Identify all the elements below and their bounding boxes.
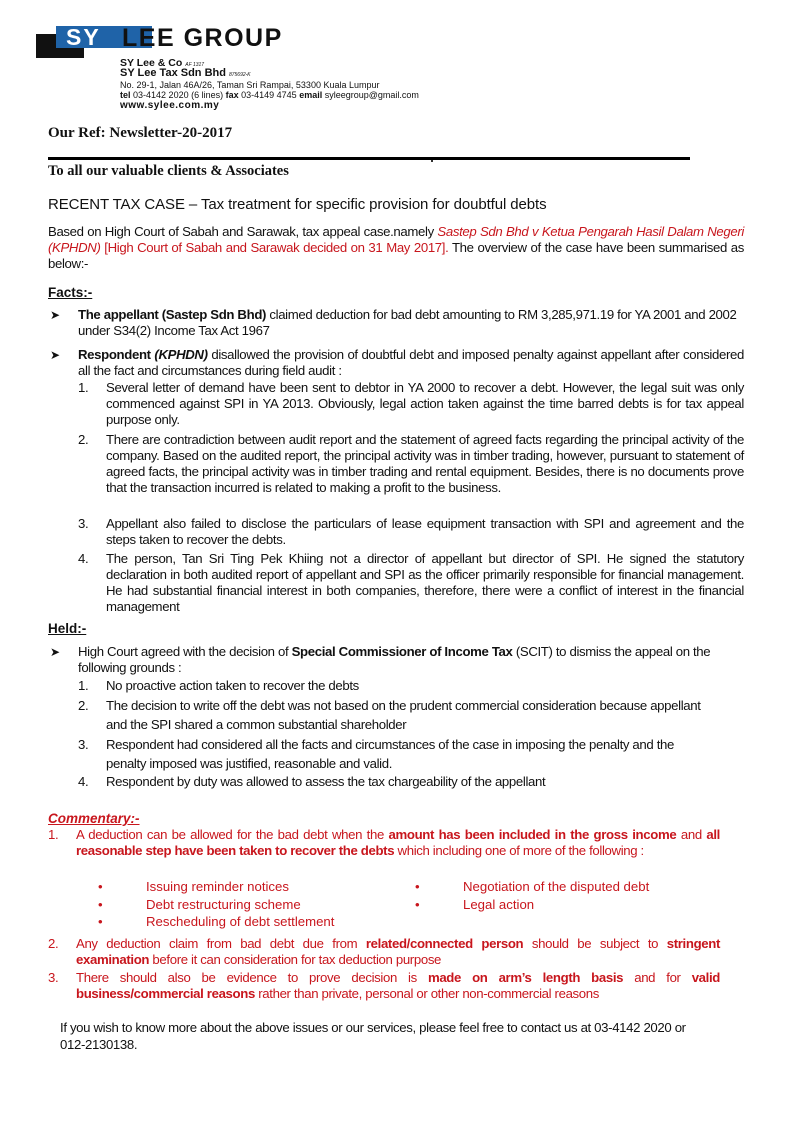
email-value[interactable]: syleegroup@gmail.com xyxy=(324,90,419,100)
bullet-dot-icon: • xyxy=(415,879,420,894)
plain-text: should be subject to xyxy=(523,936,667,951)
item-number: 1. xyxy=(78,380,89,395)
address: No. 29-1, Jalan 46A/26, Taman Sri Rampai, 53300 Kuala Lumpur xyxy=(120,80,380,90)
bold-text: stringent examination xyxy=(76,936,721,967)
bullet-dot-icon: • xyxy=(98,879,103,894)
bold-text: valid business/commercial reasons xyxy=(76,970,720,1001)
facts-bullet-2-text xyxy=(78,347,744,379)
company-logo xyxy=(36,26,116,56)
item-number: 4. xyxy=(78,551,89,566)
item-text: Respondent by duty was allowed to assess the tax chargeability of the appellant xyxy=(106,774,546,789)
commentary-item-1 xyxy=(48,827,720,859)
firm-2-label: SY Lee Tax Sdn Bhd xyxy=(120,67,226,79)
facts-item-1 xyxy=(78,380,744,428)
item-number: 3. xyxy=(78,737,89,752)
held-item-2 xyxy=(78,696,708,734)
plain-text: There should also be evidence to prove decision is xyxy=(76,970,428,985)
item-text: There are contradiction between audit report and the statement of agreed facts regarding the principal activity of the company. Based on the audited report, the principal activity was in timber trading, however, pursuant to statement of agreed facts, the principal activity was in timber trading and rental equipment. Besides, there is no documents prove that the transaction incurred is related to making a profit to the business. xyxy=(106,432,744,495)
held-item-1 xyxy=(78,678,718,694)
plain-text: disallowed the provision of doubtful debt and imposed penalty against appellant after considered all the fact and circumstances during field audit : xyxy=(78,347,744,378)
step-text: Rescheduling of debt settlement xyxy=(146,914,335,929)
item-number: 1. xyxy=(78,678,89,693)
bold-text: Respondent xyxy=(78,347,155,362)
commentary-item-2 xyxy=(48,936,720,968)
stray-dot xyxy=(431,160,433,162)
bullet-dot-icon: • xyxy=(98,914,103,929)
held-item-3 xyxy=(78,735,708,773)
bold-text: Special Commissioner of Income Tax xyxy=(291,644,513,659)
item-number: 2. xyxy=(78,698,89,713)
item-text: Respondent had considered all the facts and circumstances of the case in imposing the penalty and the penalty imposed was justified, reasonable and valid. xyxy=(106,737,674,771)
firm-1-label: SY Lee & Co xyxy=(120,57,183,69)
plain-text: Any deduction claim from bad debt due from xyxy=(76,936,366,951)
website-link[interactable]: www.sylee.com.my xyxy=(120,100,220,111)
bold-italic-text: (KPHDN) xyxy=(154,347,208,362)
closing-paragraph: If you wish to know more about the above issues or our services, please feel free to contact us at 03-4142 2020 or 012-2130138. xyxy=(60,1020,686,1052)
intro-paragraph xyxy=(48,224,744,273)
held-heading: Held:- xyxy=(48,621,87,636)
commentary-heading: Commentary:- xyxy=(48,811,140,826)
newsletter-title: RECENT TAX CASE – Tax treatment for specific provision for doubtful debts xyxy=(48,196,547,213)
plain-text: A deduction can be allowed for the bad debt when the xyxy=(76,827,389,842)
facts-heading: Facts:- xyxy=(48,285,93,300)
item-text: No proactive action taken to recover the debts xyxy=(106,678,359,693)
item-number: 1. xyxy=(48,827,59,842)
held-bullet xyxy=(50,644,730,676)
facts-item-4 xyxy=(78,551,744,615)
item-text: Appellant also failed to disclose the particulars of lease equipment transaction with SPI and agreement and the steps taken to recover the debts. xyxy=(106,516,744,547)
facts-item-3 xyxy=(78,516,744,548)
brand-name: LEE GROUP xyxy=(122,24,283,52)
step-text: Issuing reminder notices xyxy=(146,879,289,894)
salutation: To all our valuable clients & Associates xyxy=(48,163,289,179)
bold-text: related/connected person xyxy=(365,936,524,951)
bullet-dot-icon: • xyxy=(98,897,103,912)
plain-text: which including one of more of the following : xyxy=(394,843,644,858)
item-text: The person, Tan Sri Ting Pek Khiing not a director of appellant but director of SPI. He signed the statutory declaration in both audited report of appellant and SPI as the officer primarily responsible for financial management. He had substantial financial interest in both companies, therefore, there were a conflict of interest in the financial management xyxy=(106,551,744,614)
bold-text: made on arm’s length basis xyxy=(427,970,624,985)
intro-text: Based on High Court of Sabah and Sarawak, tax appeal case.namely xyxy=(48,224,438,239)
arrow-bullet-icon: ➤ xyxy=(50,645,60,659)
fax-value: 03-4149 4745 xyxy=(241,90,297,100)
item-number: 2. xyxy=(48,936,59,951)
facts-bullet-2 xyxy=(50,347,744,379)
held-bullet-text xyxy=(78,644,730,676)
item-text: Several letter of demand have been sent to debtor in YA 2000 to recover a debt. However, the legal suit was only commenced against SPI in YA 2013. Obviously, legal action taken against the time barred debts is for tax appeal purpose only. xyxy=(106,380,744,427)
item-number: 4. xyxy=(78,774,89,789)
intro-text-2: The overview of the case have been summarised as below:- xyxy=(48,240,744,272)
item-text xyxy=(76,827,720,859)
court-note: [High Court of Sabah and Sarawak decided on 31 May 2017]. xyxy=(100,240,449,256)
header-divider xyxy=(48,157,690,160)
reference-number: Our Ref: Newsletter-20-2017 xyxy=(48,125,233,141)
facts-bullet-1-text xyxy=(78,307,744,339)
fax-label: fax xyxy=(225,90,239,100)
bold-text: amount has been included in the gross income xyxy=(388,827,677,842)
firm-1-reg: AF 1317 xyxy=(185,62,205,68)
item-text xyxy=(76,936,720,968)
firm-2-reg: 875692-K xyxy=(228,72,251,78)
item-text: The decision to write off the debt was not based on the prudent commercial consideration because appellant and the SPI shared a common substantial shareholder xyxy=(106,698,701,732)
logo-mark: SY xyxy=(56,26,152,48)
item-number: 3. xyxy=(48,970,59,985)
firm-name-2 xyxy=(120,67,251,79)
bullet-dot-icon: • xyxy=(415,897,420,912)
tel-value: 03-4142 2020 (6 lines) xyxy=(133,90,224,100)
arrow-bullet-icon: ➤ xyxy=(50,348,60,362)
tel-label: tel xyxy=(120,90,131,100)
plain-text: and xyxy=(676,827,707,842)
plain-text: claimed deduction for bad debt amounting to RM 3,285,971.19 for YA 2001 and 2002 under S34(2) Income Tax Act 1967 xyxy=(78,307,737,338)
held-item-4 xyxy=(78,774,718,790)
plain-text: before it can consideration for tax deduction purpose xyxy=(149,952,442,967)
step-text: Legal action xyxy=(463,897,535,912)
arrow-bullet-icon: ➤ xyxy=(50,308,60,322)
contact-line xyxy=(120,90,419,100)
email-label: email xyxy=(299,90,323,100)
case-name: Sastep Sdn Bhd v Ketua Pengarah Hasil Dalam Negeri (KPHDN) xyxy=(48,224,744,256)
facts-item-2 xyxy=(78,432,744,496)
plain-text: (SCIT) to dismiss the appeal on the following grounds : xyxy=(78,644,711,675)
item-text xyxy=(76,970,720,1002)
bold-text: all reasonable step have been taken to recover the debts xyxy=(76,827,720,858)
plain-text: High Court agreed with the decision of xyxy=(78,644,292,659)
commentary-item-3 xyxy=(48,970,720,1002)
facts-bullet-1 xyxy=(50,307,744,339)
step-text: Debt restructuring scheme xyxy=(146,897,301,912)
item-number: 3. xyxy=(78,516,89,531)
item-number: 2. xyxy=(78,432,89,447)
plain-text: rather than private, personal or other non-commercial reasons xyxy=(254,986,600,1001)
plain-text: and for xyxy=(623,970,692,985)
step-text: Negotiation of the disputed debt xyxy=(463,879,650,894)
bold-text: The appellant (Sastep Sdn Bhd) xyxy=(78,307,267,322)
